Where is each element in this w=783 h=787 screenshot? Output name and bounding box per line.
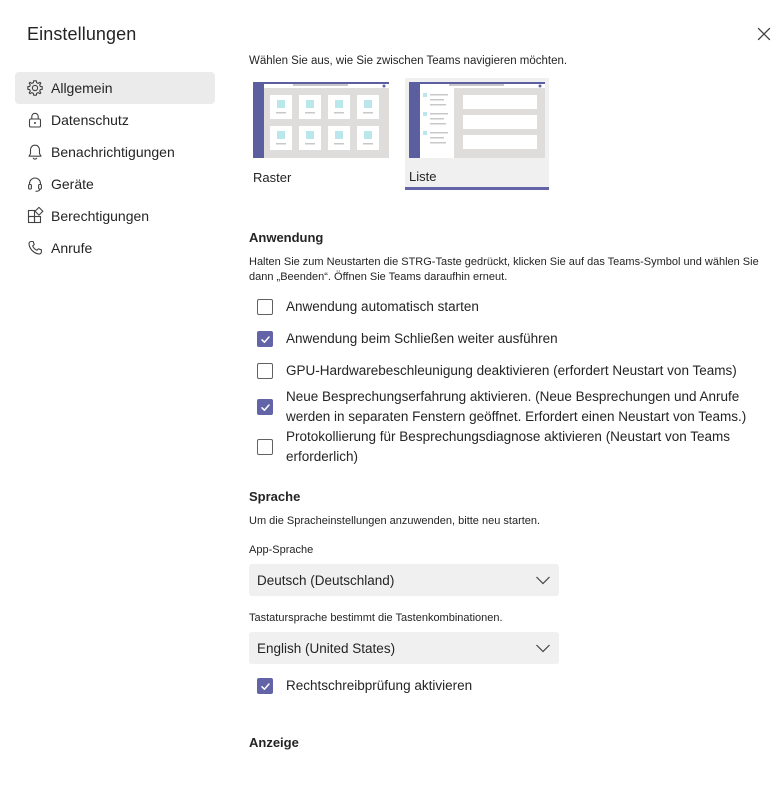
checkbox[interactable] xyxy=(257,331,273,347)
grid-layout-preview xyxy=(253,82,389,158)
section-heading-anwendung: Anwendung xyxy=(249,230,324,245)
checkmark-icon xyxy=(260,402,271,413)
page-title: Einstellungen xyxy=(27,24,137,44)
phone-icon xyxy=(26,239,44,257)
sidebar-item-label: Benachrichtigungen xyxy=(51,144,175,160)
option-label-line: Protokollierung für Besprechungsdiagnose aktivieren (Neustart von Teams xyxy=(286,429,730,444)
option-label: GPU-Hardwarebeschleunigung deaktivieren (erfordert Neustart von Teams) xyxy=(286,363,737,378)
option-gpu-disable[interactable] xyxy=(257,361,737,381)
gear-icon xyxy=(26,79,44,97)
sidebar-item-benachrichtigungen[interactable] xyxy=(15,136,215,168)
bell-icon xyxy=(26,143,44,161)
layout-intro-text: Wählen Sie aus, wie Sie zwischen Teams navigieren möchten. xyxy=(249,55,568,67)
sidebar-item-label: Allgemein xyxy=(51,80,113,96)
apps-icon xyxy=(26,207,44,225)
option-label-line: erforderlich) xyxy=(286,449,359,464)
sidebar-item-label: Berechtigungen xyxy=(51,208,150,224)
sidebar-item-label: Datenschutz xyxy=(51,112,129,128)
option-label-line: Neue Besprechungserfahrung aktivieren. (Neue Besprechungen und Anrufe xyxy=(286,389,740,404)
option-label-line: werden in separaten Fenstern geöffnet. Erfordert einen Neustart von Teams.) xyxy=(286,409,747,424)
sprache-description: Um die Spracheinstellungen anzuwenden, bitte neu starten. xyxy=(249,515,541,527)
option-label: Anwendung automatisch starten xyxy=(286,299,479,314)
chevron-down-icon xyxy=(535,573,551,587)
checkmark-icon xyxy=(260,334,271,345)
section-heading-sprache: Sprache xyxy=(249,489,301,504)
keyboard-language-label: Tastatursprache bestimmt die Tastenkombinationen. xyxy=(249,612,503,624)
app-language-select[interactable] xyxy=(249,564,559,596)
option-spellcheck[interactable] xyxy=(257,676,472,696)
layout-option-raster[interactable] xyxy=(249,78,393,190)
option-label xyxy=(286,387,746,427)
sidebar-item-label: Geräte xyxy=(51,176,94,192)
option-label: Rechtschreibprüfung aktivieren xyxy=(286,678,473,693)
close-icon[interactable] xyxy=(754,24,774,44)
option-keep-running[interactable] xyxy=(257,329,558,349)
section-heading-anzeige: Anzeige xyxy=(249,735,299,750)
option-meeting-diagnostics[interactable] xyxy=(257,427,730,467)
sidebar-item-allgemein[interactable] xyxy=(15,72,215,104)
layout-option-liste[interactable] xyxy=(405,78,549,190)
sidebar-item-anrufe[interactable] xyxy=(15,232,215,264)
sidebar-item-label: Anrufe xyxy=(51,240,93,256)
option-new-meeting-experience[interactable] xyxy=(257,387,746,427)
select-value: Deutsch (Deutschland) xyxy=(257,572,395,588)
checkbox[interactable] xyxy=(257,299,273,315)
checkbox[interactable] xyxy=(257,678,273,694)
app-language-label: App-Sprache xyxy=(249,544,314,556)
layout-option-label: Liste xyxy=(409,169,437,184)
option-label: Anwendung beim Schließen weiter ausführen xyxy=(286,331,558,346)
keyboard-language-select[interactable] xyxy=(249,632,559,664)
sidebar-item-berechtigungen[interactable] xyxy=(15,200,215,232)
sidebar-item-datenschutz[interactable] xyxy=(15,104,215,136)
option-label xyxy=(286,427,730,467)
chevron-down-icon xyxy=(535,641,551,655)
sidebar-item-geraete[interactable] xyxy=(15,168,215,200)
settings-sidebar xyxy=(15,72,215,264)
anwendung-description: Halten Sie zum Neustarten die STRG-Taste gedrückt, klicken Sie auf das Teams-Symbol und wählen Sie dann „Beenden“. Öffnen Sie Teams daraufhin erneut. xyxy=(249,256,759,283)
checkbox[interactable] xyxy=(257,399,273,415)
lock-icon xyxy=(26,111,44,129)
checkbox[interactable] xyxy=(257,363,273,379)
option-autostart[interactable] xyxy=(257,297,479,317)
headset-icon xyxy=(26,175,44,193)
layout-option-label: Raster xyxy=(253,170,292,185)
checkbox[interactable] xyxy=(257,439,273,455)
select-value: English (United States) xyxy=(257,640,396,656)
checkmark-icon xyxy=(260,681,271,692)
list-layout-preview xyxy=(409,82,545,158)
